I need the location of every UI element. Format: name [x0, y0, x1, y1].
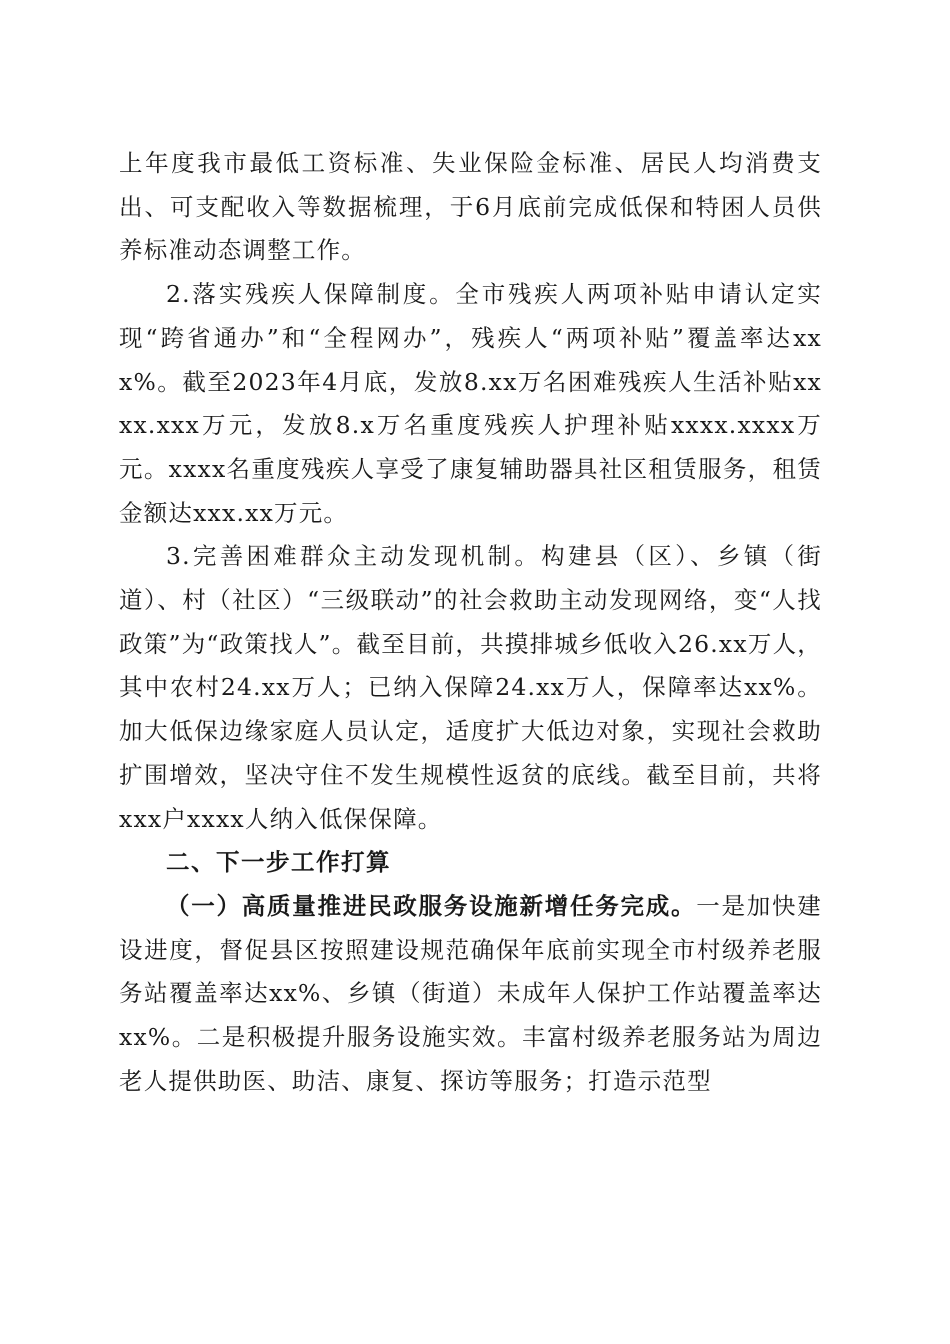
paragraph-facilities-body: 一是加快建设进度，督促县区按照建设规范确保年底前实现全市村级养老服务站覆盖率达xx%、乡镇（街道）未成年人保护工作站覆盖率达xx%。二是积极提升服务设施实效。丰富村级养老服务站为周边老人提供助医、助洁、康复、探访等服务；打造示范型	[119, 891, 823, 1095]
paragraph-continuation: 上年度我市最低工资标准、失业保险金标准、居民人均消费支出、可支配收入等数据梳理，于6月底前完成低保和特困人员供养标准动态调整工作。	[119, 149, 822, 265]
paragraph-disability-protection: 2.落实残疾人保障制度。全市残疾人两项补贴申请认定实现“跨省通办”和“全程网办”，残疾人“两项补贴”覆盖率达xxx%。截至2023年4月底，发放8.xx万名困难残疾人生活补贴xxxx.xxx万元，发放8.x万名重度残疾人护理补贴xxxx.xxxx万元。xxxx名重度残疾人享受了康复辅助器具社区租赁服务，租赁金额达xxx.xx万元。	[119, 280, 822, 527]
section-heading-next-steps: 二、下一步工作打算	[166, 848, 391, 877]
paragraph-facilities	[119, 885, 822, 1104]
paragraph-discovery-mechanism: 3.完善困难群众主动发现机制。构建县（区）、乡镇（街道）、村（社区）“三级联动”的社会救助主动发现网络，变“人找政策”为“政策找人”。截至目前，共摸排城乡低收入26.xx万人，其中农村24.xx万人；已纳入保障24.xx万人，保障率达xx%。加大低保边缘家庭人员认定，适度扩大低边对象，实现社会救助扩围增效，坚决守住不发生规模性返贫的底线。截至目前，共将xxx户xxxx人纳入低保保障。	[119, 542, 822, 833]
document-body	[119, 142, 822, 1103]
subheading-facilities: （一）高质量推进民政服务设施新增任务完成。	[166, 891, 697, 920]
